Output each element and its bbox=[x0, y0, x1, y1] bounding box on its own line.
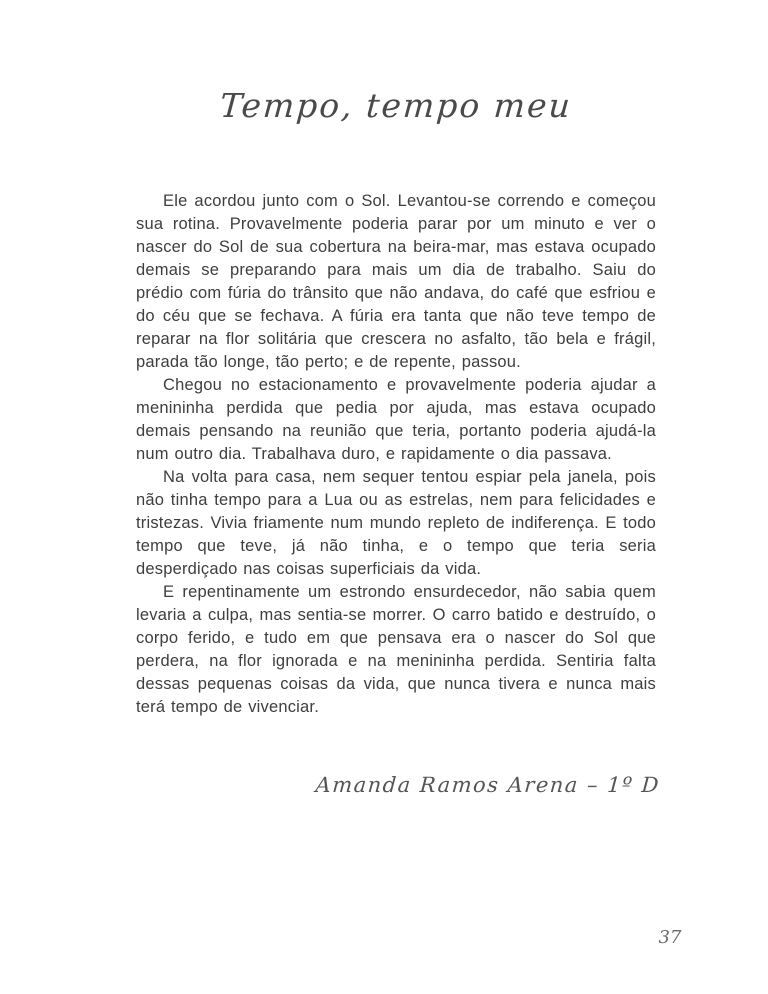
page-number: 37 bbox=[658, 927, 682, 948]
body-text bbox=[136, 190, 656, 719]
paragraph: Na volta para casa, nem sequer tentou espiar pela janela, pois não tinha tempo para a Lua ou as estrelas, nem para felicidades e tristezas. Vivia friamente num mundo repleto de indiferença. E todo tempo que teve, já não tinha, e o tempo que teria seria desperdiçado nas coisas superficiais da vida. bbox=[136, 468, 656, 578]
page-title: Tempo, tempo meu bbox=[218, 86, 574, 125]
author-signature: Amanda Ramos Arena – 1º D bbox=[314, 773, 661, 797]
paragraph: E repentinamente um estrondo ensurdecedor, não sabia quem levaria a culpa, mas sentia-se morrer. O carro batido e destruído, o corpo ferido, e tudo em que pensava era o nascer do Sol que perdera, na flor ignorada e na menininha perdida. Sentiria falta dessas pequenas coisas da vida, que nunca tivera e nunca mais terá tempo de vivenciar. bbox=[136, 583, 656, 716]
paragraph: Ele acordou junto com o Sol. Levantou-se correndo e começou sua rotina. Provavelmente poderia parar por um minuto e ver o nascer do Sol de sua cobertura na beira-mar, mas estava ocupado demais se preparando para mais um dia de trabalho. Saiu do prédio com fúria do trânsito que não andava, do café que esfriou e do céu que se fechava. A fúria era tanta que não teve tempo de reparar na flor solitária que crescera no asfalto, tão bela e frágil, parada tão longe, tão perto; e de repente, passou. bbox=[136, 192, 656, 371]
paragraph: Chegou no estacionamento e provavelmente poderia ajudar a menininha perdida que pedia por ajuda, mas estava ocupado demais pensando na reunião que teria, portanto poderia ajudá-la num outro dia. Trabalhava duro, e rapidamente o dia passava. bbox=[136, 376, 656, 463]
